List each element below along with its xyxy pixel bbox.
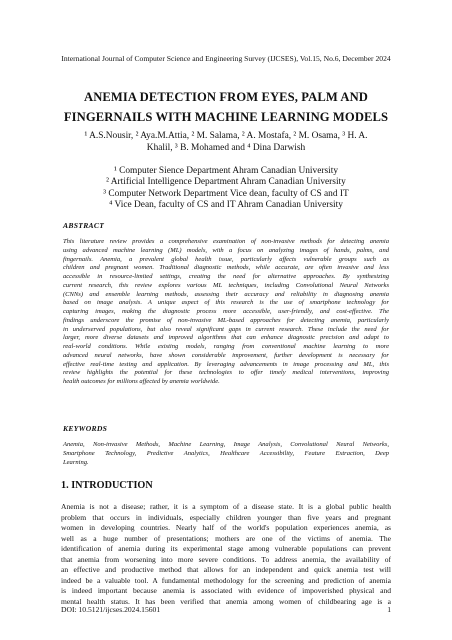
- introduction-text: [61, 502, 391, 607]
- introduction-line: is indeed important because anemia is associated with evidence of impoverished physical and: [61, 586, 391, 595]
- abstract-line: capturing images, making the diagnostic process more accessible, user-friendly, and cost-effective. The: [63, 308, 389, 315]
- introduction-line: that anemia from worsening into more severe conditions. To address anemia, the availability of: [61, 554, 391, 564]
- title-line: FINGERNAILS WITH MACHINE LEARNING MODELS: [63, 110, 389, 124]
- introduction-line: Anemia is not a disease; rather, it is a symptom of a disease state. It is a global public health: [61, 502, 391, 511]
- keywords-text: [63, 441, 389, 467]
- abstract-line: advanced neural networks, have shown considerable improvement, further development is necessary for: [63, 351, 389, 359]
- author-line: Khalil, ³ B. Mohamed and ⁴ Dina Darwish: [146, 143, 306, 153]
- abstract-line: accessible in resource-limited settings, creating the need for alternative approaches. By synthesizing: [63, 273, 389, 280]
- introduction-line: indeed be a valuable tool. A fundamental methodology for the screening and prediction of anemia: [61, 575, 391, 585]
- introduction-line: an effective and productive method that allows for an independent and quick anemia test will: [61, 565, 391, 574]
- introduction-line: women in developing countries. Nearly half of the world's population experiences anemia, as: [61, 523, 391, 532]
- affiliation-list: [44, 166, 408, 211]
- abstract-line: in underserved populations, but also reveal significant gaps in current research. These include the need for: [63, 325, 389, 333]
- affiliation-line: ² Artificial Intelligence Department Ahram Canadian University: [106, 177, 346, 188]
- title-line: ANEMIA DETECTION FROM EYES, PALM AND: [84, 90, 368, 104]
- abstract-line: current research, this review explores various ML techniques, including Convolutional Neural Networks: [63, 281, 389, 289]
- keywords-line: Learning.: [63, 458, 89, 466]
- affiliation-line: ¹ Computer Sience Department Ahram Canadian University: [113, 166, 339, 176]
- page-number: 1: [387, 605, 391, 614]
- abstract-line: based on image analysis. A unique aspect of this research is the use of smartphone technology for: [63, 299, 389, 307]
- abstract-line: larger, more diverse datasets and improved algorithms that can enhance diagnostic precision and adapt to: [63, 334, 389, 342]
- author-line: ¹ A.S.Nousir, ² Aya.M.Attia, ² M. Salama, ² A. Mostafa, ² M. Osama, ³ H. A.: [84, 131, 368, 141]
- journal-running-header: International Journal of Computer Science and Engineering Survey (IJCSES), Vol.15, No.6, December 2024: [61, 54, 391, 63]
- introduction-heading: 1. INTRODUCTION: [61, 480, 153, 491]
- abstract-line: fingernails. Anemia, a prevalent global health issue, particularly affects vulnerable groups such as: [63, 255, 389, 263]
- abstract-line: real-world conditions. While existing models, ranging from conventional machine learning to more: [63, 343, 389, 350]
- abstract-heading: ABSTRACT: [63, 221, 105, 230]
- introduction-line: mental health status. It has been verified that anemia among women of childbearing age is a: [61, 596, 391, 606]
- introduction-line: identification of anemia during its experimental stage among vulnerable populations can prevent: [61, 544, 391, 553]
- author-list: [44, 130, 408, 154]
- keywords-line: Smartphone Technology, Predictive Analytics, Healthcare Accessibility, Feature Extraction, Deep: [63, 449, 389, 457]
- introduction-line: problem that occurs in individuals, especially children younger than five years and pregnant: [61, 512, 391, 522]
- abstract-line: (CNNs) and ensemble learning methods, assessing their accuracy and reliability in diagnosing anemia: [63, 290, 389, 298]
- keywords-heading: KEYWORDS: [63, 424, 108, 433]
- abstract-line: This literature review provides a comprehensive examination of non-invasive methods for detecting anemia: [63, 238, 389, 245]
- affiliation-line: ³ Computer Network Department Vice dean, faculty of CS and IT: [103, 188, 349, 199]
- abstract-line: findings underscore the promise of non-invasive ML-based approaches for detecting anemia, particularly: [63, 316, 389, 324]
- abstract-line: review highlights the potential for these technologies to offer timely medical interventions, improving: [63, 369, 389, 377]
- introduction-line: well as a huge number of presentations; mothers are one of the victims of anemia. The: [61, 533, 391, 543]
- abstract-line: health outcomes for millions affected by anemia worldwide.: [63, 378, 220, 385]
- abstract-line: children and pregnant women. Traditional diagnostic methods, while accurate, are often invasive and less: [63, 264, 389, 272]
- keywords-line: Anemia, Non-invasive Methods, Machine Learning, Image Analysis, Convolutional Neural Networks,: [63, 441, 389, 448]
- abstract-line: using advanced machine learning (ML) models, with a focus on analyzing images of hands, palms, and: [63, 246, 389, 254]
- abstract-line: effective real-time testing and application. By leveraging advancements in image processing and ML, this: [63, 360, 389, 368]
- affiliation-line: ⁴ Vice Dean, faculty of CS and IT Ahram Canadian University: [109, 199, 343, 210]
- abstract-text: [63, 238, 389, 387]
- doi-footer: DOI: 10.5121/ijcses.2024.15601: [61, 605, 161, 614]
- paper-title: [40, 87, 412, 127]
